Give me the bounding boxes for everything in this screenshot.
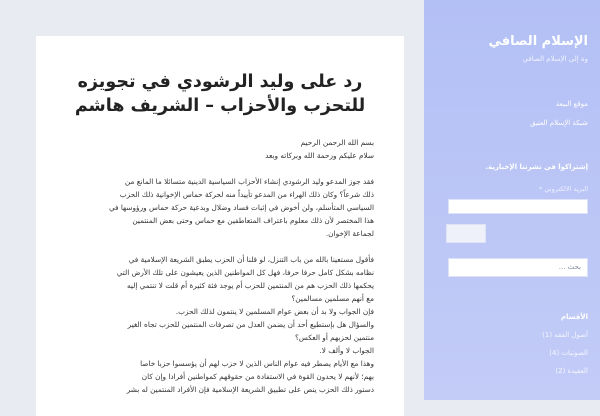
post-line: السياسي المتأسلم، ولن أخوض في إثبات فساد وضلال وبدعية حركة حماس ورؤوسها في xyxy=(108,203,374,212)
paragraph-gap xyxy=(66,162,374,175)
post-title[interactable]: رد على وليد الرشودي في تجويزه للتحزب والأحزاب – الشريف هاشم xyxy=(74,72,366,116)
post-line: فإن الجواب ولا بد أن بعض عوام المسلمين لا ينتمون لذلك الحزب. xyxy=(175,307,374,316)
categories-title: الأقسام xyxy=(560,312,588,321)
site-title[interactable]: الإسلام الصافي xyxy=(488,34,588,49)
post-line: بسم الله الرحمن الرحيم xyxy=(300,138,374,147)
sidebar-link-bayaa[interactable]: موقع البيعة xyxy=(555,100,588,108)
paragraph-gap xyxy=(66,240,374,253)
post-line: سلام عليكم ورحمة الله وبركاته وبعد xyxy=(265,151,374,160)
post-line: ذلك شرعاً؟ وكان ذلك الهراء من المدعو تأييداً منه لحركة حماس الإخوانية ذلك الحزب xyxy=(119,190,374,199)
post-line: فأقول مستعينا بالله من باب التنزل، لو قلنا أن الحزب يطبق الشريعة الإسلامية في xyxy=(128,255,374,264)
site-tagline: وة إلى الإسلام الصافي xyxy=(522,55,588,63)
post-line: مع أنهم مسلمين مسالمين؟ xyxy=(291,294,374,303)
main-content xyxy=(36,36,404,416)
post-line: وهذا مع الأيام يصطر فيه عوام الناس الذين لا حزب لهم أن يؤسسوا حزبا خاصا xyxy=(140,359,374,368)
sidebar-links xyxy=(434,100,588,127)
post-line: فقد جوز المدعو وليد الرشودي إنشاء الأحزاب السياسية الدينية متسائلا ما المانع من xyxy=(124,177,374,186)
category-item[interactable]: العقيدة (2) xyxy=(555,366,588,375)
post-line: لجماعة الإخوان. xyxy=(325,229,374,238)
post-line: والسؤال هل بإستطيع أحد أن يضمن العدل من تصرفات المنتمين للحزب تجاه الغير xyxy=(127,320,374,329)
search-input[interactable]: بحث ... xyxy=(448,258,588,277)
post-body xyxy=(66,136,374,396)
subscribe-button[interactable] xyxy=(446,224,486,243)
post-line: هذا المختصر لأن ذلك معلوم باعتراف المتعاطفين مع حماس وحتى بعض المنتمين xyxy=(132,216,374,225)
category-item[interactable]: أصول الفقه (1) xyxy=(542,330,588,339)
post-line: الجواب لا وألف لا. xyxy=(319,346,374,355)
email-label: البريد الالكتروني * xyxy=(539,185,588,193)
subscribe-title: إشتراكوا في نشرتنا الإخبارية. xyxy=(485,163,588,171)
email-field[interactable] xyxy=(448,199,588,214)
post-line: نظامه بشكل كامل حرفا حرفا، فهل كل المواطنين الذين يعيشون على تلك الأرض التي xyxy=(116,268,374,277)
category-item[interactable]: الصوتيات (4) xyxy=(549,348,588,357)
post-line: منتمين لحزبهم أو العكس؟ xyxy=(295,333,374,342)
post-line: بهم؛ لأنهم لا يحدون القوة في الاستفادة من حقوقهم كمواطنين أفرادا وإن كان xyxy=(141,372,374,381)
sidebar-link-islam-ateeq[interactable]: شبكة الإسلام العتيق xyxy=(530,119,588,127)
post-line: دستور ذلك الحزب ينص على تطبيق الشريعة الإسلامية فإن الأفراد المنتمين له بشر xyxy=(126,385,374,394)
post-line: يحكمها ذلك الحزب هم من المنتمين للحزب أم يوجد فئة كثيرة أم قلت لا تنتمي إليه xyxy=(127,281,374,290)
sidebar xyxy=(424,0,600,400)
